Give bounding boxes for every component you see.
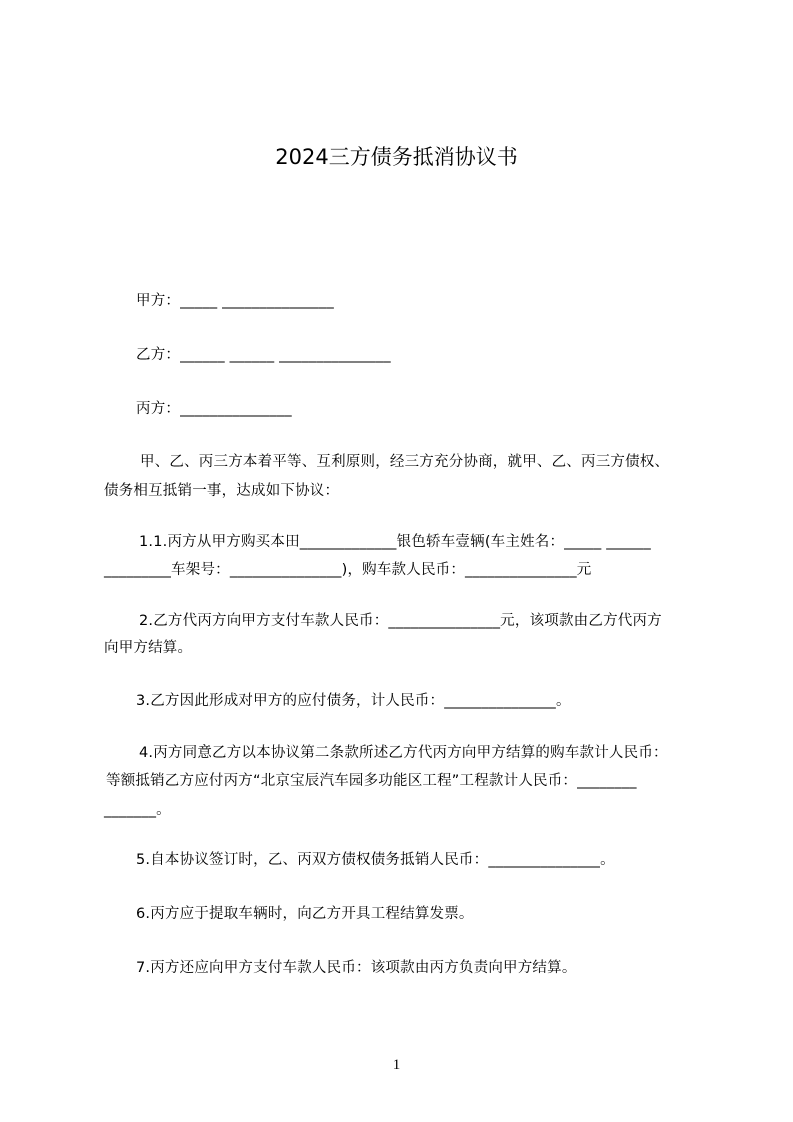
clause-4-line-3: _______。 bbox=[104, 802, 171, 818]
clause-1-line-1: 1.1.丙方从甲方购买本田_____________银色轿车壹辆(车主姓名：_____ ______ bbox=[139, 534, 651, 550]
clause-4-line-1: 4.丙方同意乙方以本协议第二条款所述乙方代丙方向甲方结算的购车款计人民币： bbox=[139, 745, 668, 761]
preamble-line-1: 甲、乙、丙三方本着平等、互利原则，经三方充分协商，就甲、乙、丙三方债权、 bbox=[140, 454, 670, 470]
party-b-line: 乙方：______ ______ _______________ bbox=[136, 347, 391, 363]
party-a-line: 甲方：_____ _______________ bbox=[136, 293, 334, 309]
clause-4-line-2: 等额抵销乙方应付丙方“北京宝辰汽车园多功能区工程”工程款计人民币：________ bbox=[106, 773, 637, 789]
preamble-line-2: 债务相互抵销一事，达成如下协议： bbox=[104, 483, 340, 499]
clause-7: 7.丙方还应向甲方支付车款人民币：该项款由丙方负责向甲方结算。 bbox=[136, 960, 577, 976]
page-number: 1 bbox=[392, 1057, 401, 1073]
clause-2-line-2: 向甲方结算。 bbox=[104, 640, 193, 656]
clause-1-line-2: _________车架号：_______________)，购车款人民币：_______________元 bbox=[104, 562, 592, 578]
clause-5: 5.自本协议签订时，乙、丙双方债权债务抵销人民币：_______________。 bbox=[136, 852, 615, 868]
clause-2-line-1: 2.乙方代丙方向甲方支付车款人民币：_______________元，该项款由乙方代丙方 bbox=[139, 613, 662, 629]
clause-6: 6.丙方应于提取车辆时，向乙方开具工程结算发票。 bbox=[136, 906, 474, 922]
clause-3: 3.乙方因此形成对甲方的应付债务，计人民币：_______________。 bbox=[136, 693, 571, 709]
document-title: 2024三方债务抵消协议书 bbox=[275, 145, 518, 169]
party-c-line: 丙方：_______________ bbox=[136, 401, 292, 417]
